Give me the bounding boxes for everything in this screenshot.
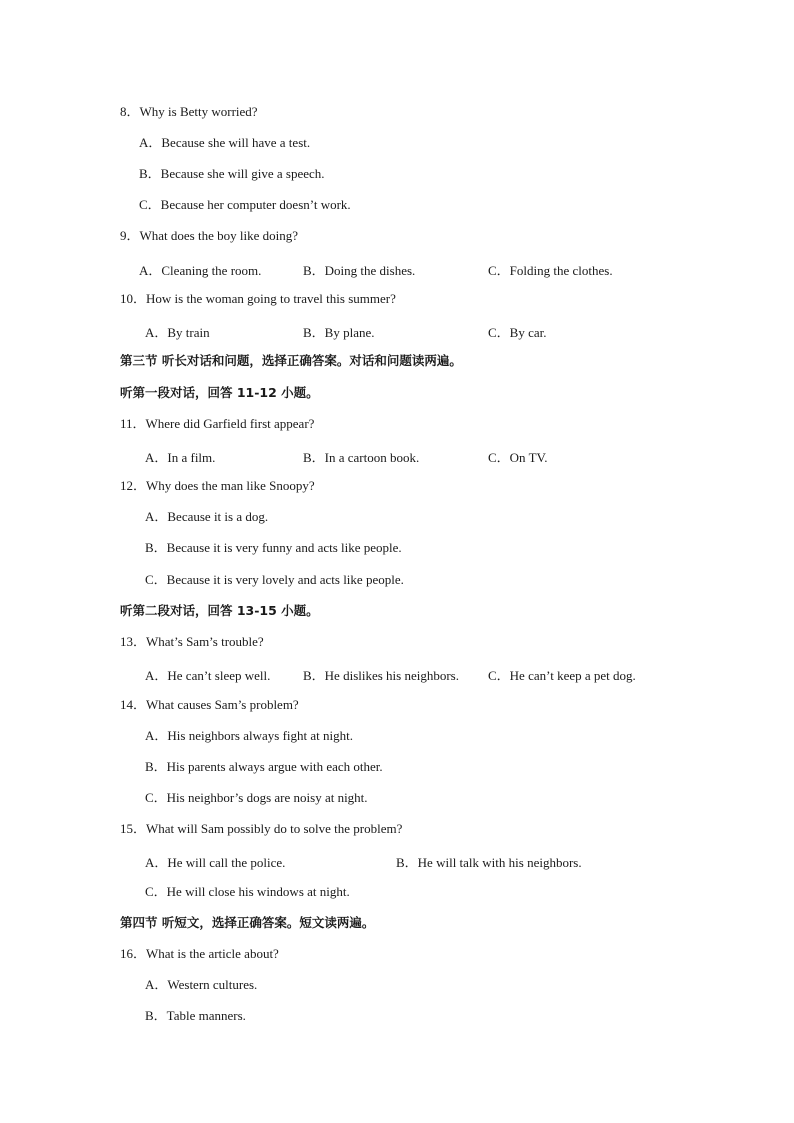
question-16-option-b: B．Table manners. — [145, 1008, 246, 1023]
question-14-option-a: A．His neighbors always fight at night. — [145, 728, 353, 743]
question-11-option-b: B．In a cartoon book. — [303, 450, 420, 465]
question-13-option-a: A．He can’t sleep well. — [145, 668, 271, 683]
question-9-option-a: A．Cleaning the room. — [139, 263, 262, 278]
section-3-heading: 第三节 听长对话和问题，选择正确答案。对话和问题读两遍。 — [120, 353, 462, 368]
dialog-2-heading: 听第二段对话，回答 13-15 小题。 — [120, 603, 319, 618]
question-10-option-c: C．By car. — [488, 325, 547, 340]
question-10-option-b: B．By plane. — [303, 325, 375, 340]
section-4-heading: 第四节 听短文，选择正确答案。短文读两遍。 — [120, 915, 375, 930]
question-14-option-b: B．His parents always argue with each other. — [145, 759, 383, 774]
question-9-option-b: B．Doing the dishes. — [303, 263, 416, 278]
question-15-option-c: C．He will close his windows at night. — [145, 884, 350, 899]
question-11-option-c: C．On TV. — [488, 450, 548, 465]
question-8-option-b: B．Because she will give a speech. — [139, 166, 325, 181]
question-16-stem: 16．What is the article about? — [120, 946, 279, 961]
question-10-stem: 10．How is the woman going to travel this summer? — [120, 291, 396, 306]
question-14-option-c: C．His neighbor’s dogs are noisy at night. — [145, 790, 368, 805]
dialog-1-heading: 听第一段对话，回答 11-12 小题。 — [120, 385, 319, 400]
question-16-option-a: A．Western cultures. — [145, 977, 258, 992]
question-8-stem: 8．Why is Betty worried? — [120, 104, 258, 119]
question-14-stem: 14．What causes Sam’s problem? — [120, 697, 299, 712]
question-9-stem: 9．What does the boy like doing? — [120, 228, 298, 243]
question-15-stem: 15．What will Sam possibly do to solve the problem? — [120, 821, 403, 836]
question-11-stem: 11．Where did Garfield first appear? — [120, 416, 315, 431]
question-8-option-c: C．Because her computer doesn’t work. — [139, 197, 351, 212]
question-8-option-a: A．Because she will have a test. — [139, 135, 311, 150]
question-12-option-b: B．Because it is very funny and acts like people. — [145, 540, 402, 555]
question-10-option-a: A．By train — [145, 325, 210, 340]
question-13-option-b: B．He dislikes his neighbors. — [303, 668, 459, 683]
question-15-option-a: A．He will call the police. — [145, 855, 286, 870]
question-15-option-b: B．He will talk with his neighbors. — [396, 855, 582, 870]
question-11-option-a: A．In a film. — [145, 450, 216, 465]
question-12-option-a: A．Because it is a dog. — [145, 509, 269, 524]
question-13-option-c: C．He can’t keep a pet dog. — [488, 668, 636, 683]
question-13-stem: 13．What’s Sam’s trouble? — [120, 634, 264, 649]
question-12-option-c: C．Because it is very lovely and acts like people. — [145, 572, 404, 587]
question-9-option-c: C．Folding the clothes. — [488, 263, 613, 278]
question-12-stem: 12．Why does the man like Snoopy? — [120, 478, 315, 493]
